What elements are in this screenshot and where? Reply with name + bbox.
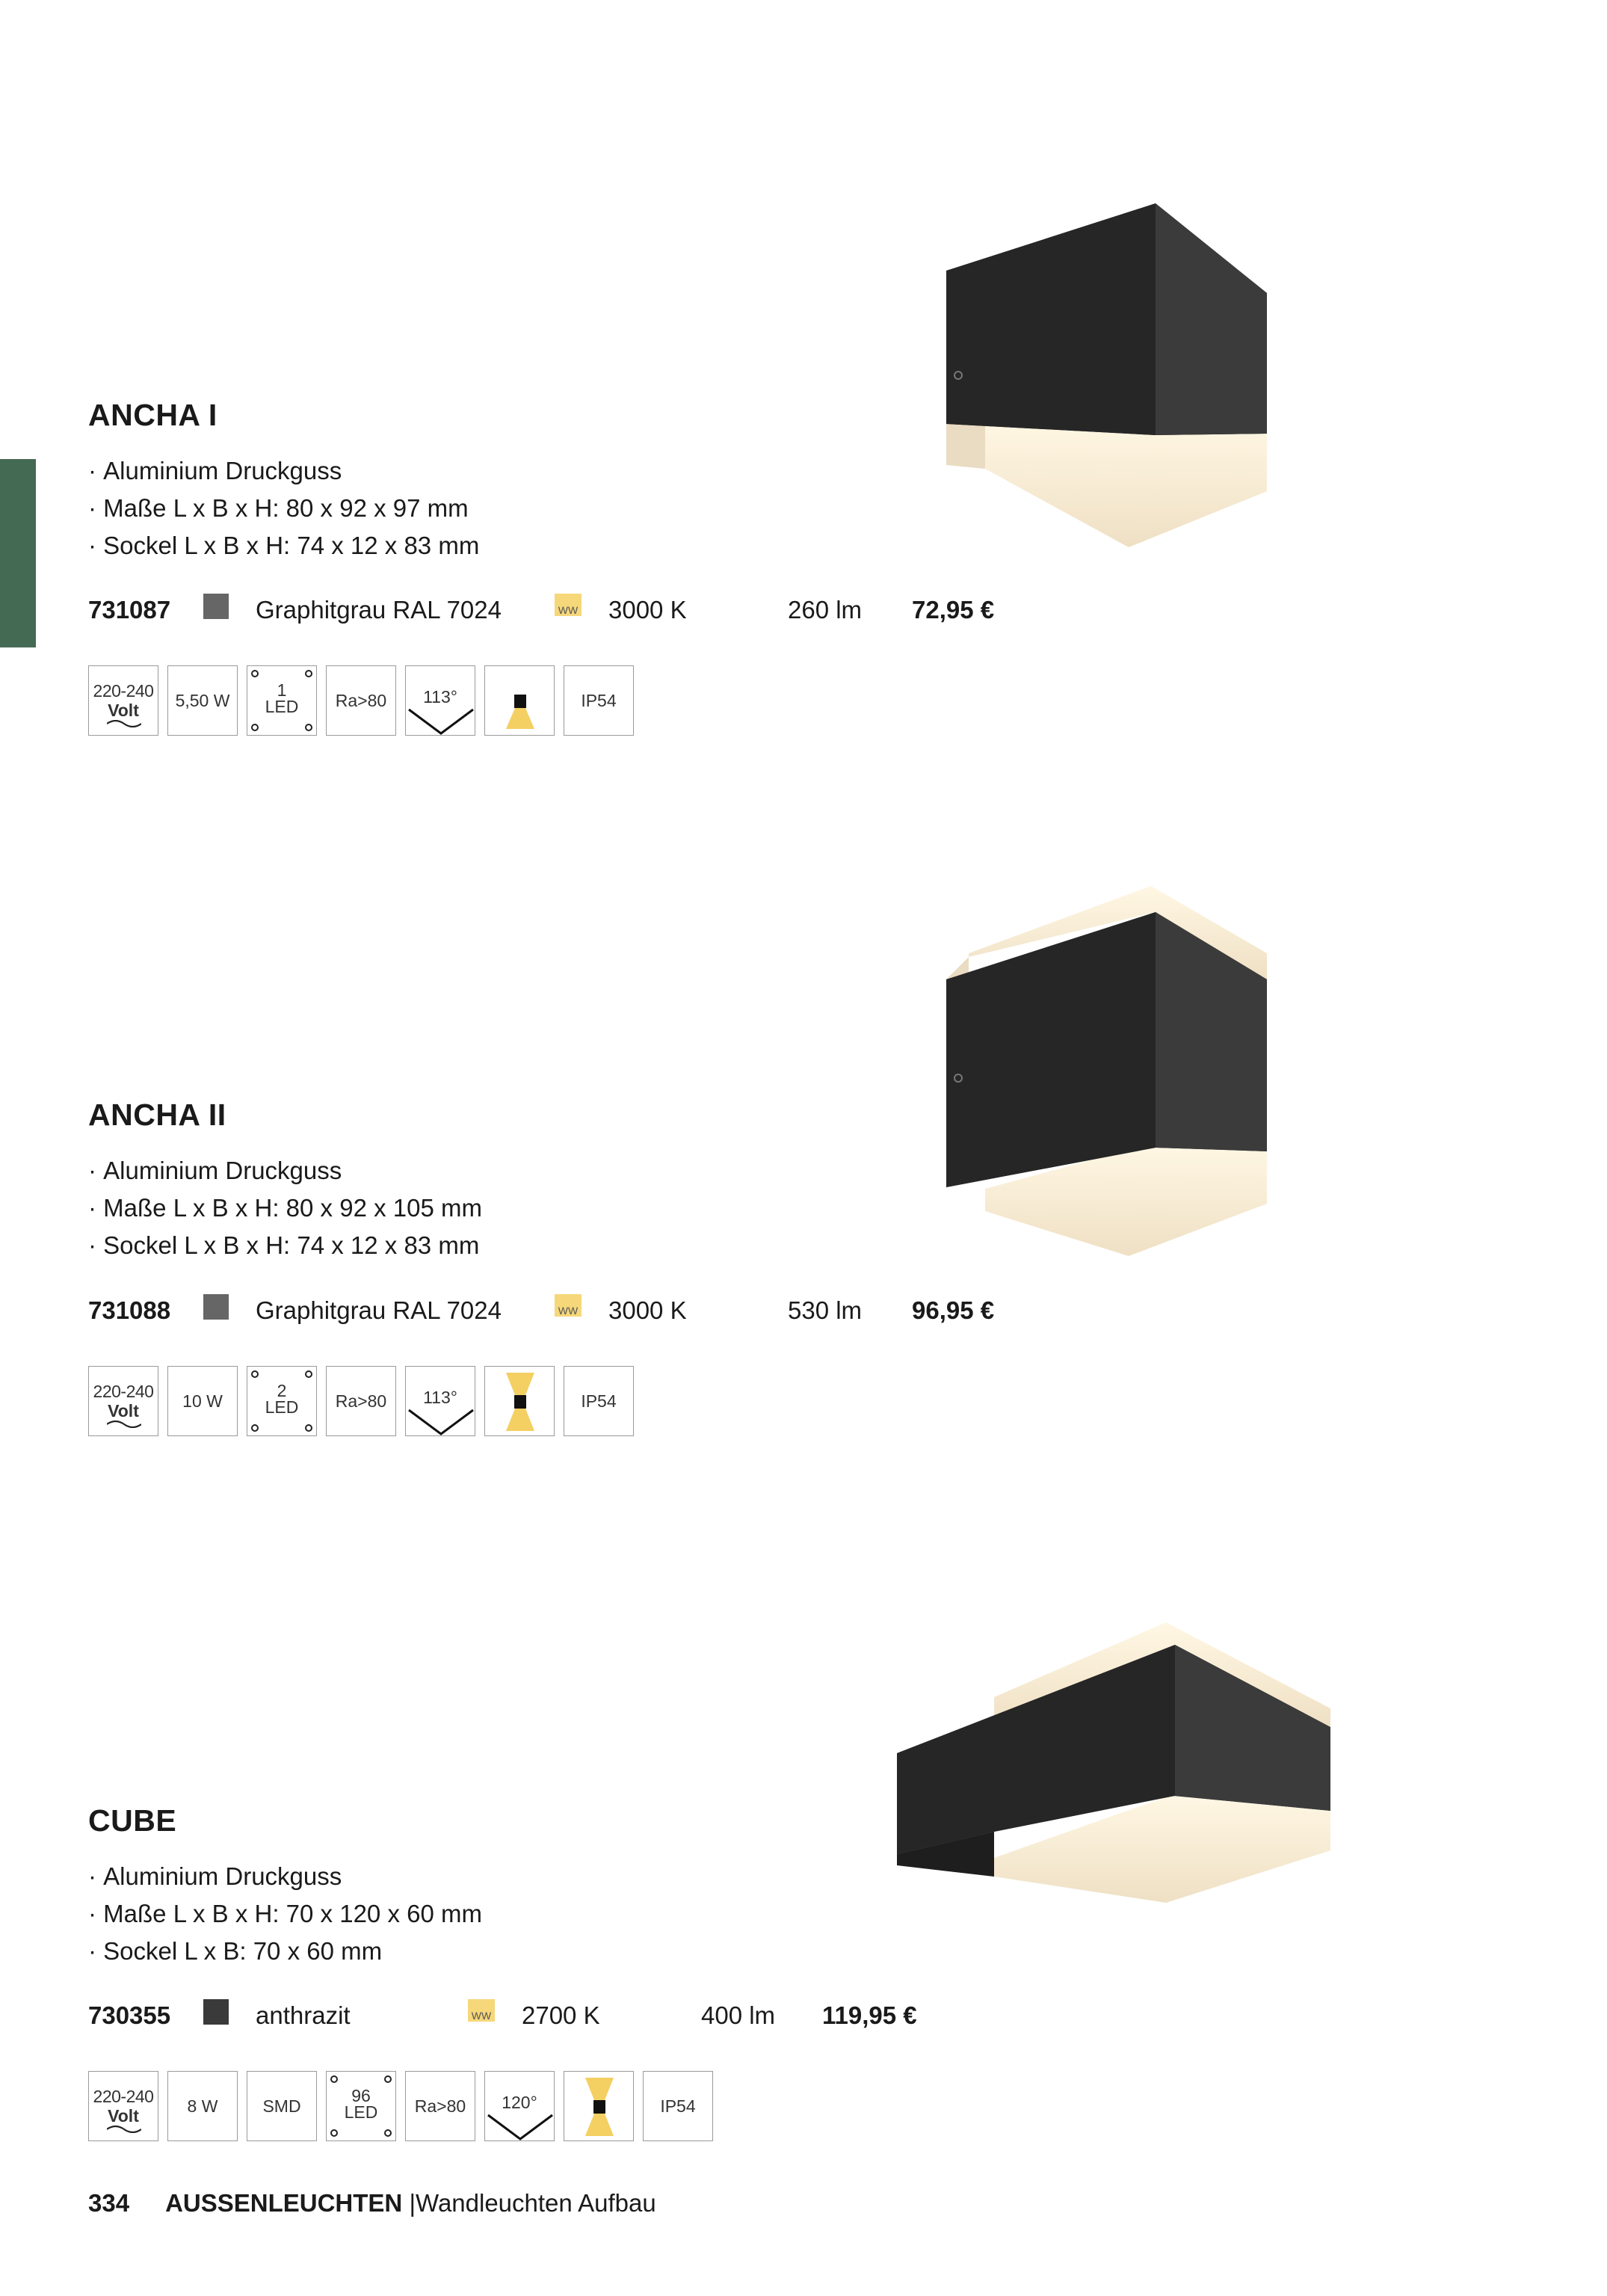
ip-rating-icon: IP54 bbox=[564, 665, 634, 736]
product-image-ancha-1 bbox=[927, 196, 1286, 555]
spec-list bbox=[88, 1858, 482, 1970]
spec-dimensions: · Maße L x B x H: 80 x 92 x 97 mm bbox=[88, 490, 479, 527]
warm-white-badge: WW bbox=[555, 594, 582, 616]
section-title: AUSSENLEUCHTEN bbox=[165, 2189, 403, 2217]
product-title: ANCHA I bbox=[88, 398, 218, 432]
spec-base: · Sockel L x B: 70 x 60 mm bbox=[88, 1933, 482, 1970]
price: 119,95 € bbox=[822, 2001, 917, 2029]
led-count-icon: 2 LED bbox=[247, 1366, 317, 1436]
led-count-icon: 1 LED bbox=[247, 665, 317, 736]
spec-dimensions: · Maße L x B x H: 80 x 92 x 105 mm bbox=[88, 1189, 482, 1227]
wattage-icon: 10 W bbox=[167, 1366, 238, 1436]
ip-rating-icon: IP54 bbox=[564, 1366, 634, 1436]
wattage-icon: 5,50 W bbox=[167, 665, 238, 736]
voltage-icon: 220-240 Volt bbox=[88, 1366, 158, 1436]
spec-list bbox=[88, 1152, 482, 1264]
spec-material: · Aluminium Druckguss bbox=[88, 452, 479, 490]
color-rendering-icon: Ra>80 bbox=[405, 2071, 475, 2141]
color-temperature: 3000 K bbox=[608, 596, 687, 624]
color-rendering-icon: Ra>80 bbox=[326, 665, 396, 736]
warm-white-badge: WW bbox=[468, 1999, 495, 2022]
light-up-down-icon bbox=[484, 1366, 555, 1436]
spec-material: · Aluminium Druckguss bbox=[88, 1152, 482, 1189]
color-rendering-icon: Ra>80 bbox=[326, 1366, 396, 1436]
page-footer bbox=[88, 2185, 656, 2222]
color-name: anthrazit bbox=[256, 2001, 351, 2029]
beam-angle-icon: 120° bbox=[484, 2071, 555, 2141]
spec-list bbox=[88, 452, 479, 564]
chapter-tab-marker bbox=[0, 459, 36, 647]
luminous-flux: 400 lm bbox=[701, 2001, 776, 2029]
color-temperature: 3000 K bbox=[608, 1296, 687, 1324]
page-number: 334 bbox=[88, 2189, 130, 2217]
beam-angle-icon: 113° bbox=[405, 1366, 475, 1436]
product-title: ANCHA II bbox=[88, 1098, 226, 1132]
luminous-flux: 530 lm bbox=[788, 1296, 863, 1324]
subsection-title: Wandleuchten Aufbau bbox=[416, 2189, 656, 2217]
led-count-icon: 96 LED bbox=[326, 2071, 396, 2141]
color-name: Graphitgrau RAL 7024 bbox=[256, 1296, 502, 1324]
spec-material: · Aluminium Druckguss bbox=[88, 1858, 482, 1895]
price: 72,95 € bbox=[912, 596, 995, 624]
article-number: 731088 bbox=[88, 1296, 171, 1324]
voltage-icon: 220-240 Volt bbox=[88, 2071, 158, 2141]
spec-base: · Sockel L x B x H: 74 x 12 x 83 mm bbox=[88, 1227, 482, 1264]
light-down-icon bbox=[484, 665, 555, 736]
article-number: 730355 bbox=[88, 2001, 171, 2029]
voltage-icon: 220-240 Volt bbox=[88, 665, 158, 736]
color-swatch bbox=[203, 1999, 229, 2025]
warm-white-badge: WW bbox=[555, 1294, 582, 1317]
product-image-ancha-2 bbox=[927, 882, 1286, 1256]
article-number: 731087 bbox=[88, 596, 171, 624]
color-swatch bbox=[203, 594, 229, 619]
color-name: Graphitgrau RAL 7024 bbox=[256, 596, 502, 624]
spec-dimensions: · Maße L x B x H: 70 x 120 x 60 mm bbox=[88, 1895, 482, 1933]
color-temperature: 2700 K bbox=[522, 2001, 600, 2029]
product-title: CUBE bbox=[88, 1803, 177, 1838]
wattage-icon: 8 W bbox=[167, 2071, 238, 2141]
luminous-flux: 260 lm bbox=[788, 596, 863, 624]
price: 96,95 € bbox=[912, 1296, 995, 1324]
product-image-cube bbox=[882, 1607, 1345, 1906]
light-up-down-icon bbox=[564, 2071, 634, 2141]
footer-separator: | bbox=[409, 2189, 416, 2217]
beam-angle-icon: 113° bbox=[405, 665, 475, 736]
smd-icon: SMD bbox=[247, 2071, 317, 2141]
ip-rating-icon: IP54 bbox=[643, 2071, 713, 2141]
color-swatch bbox=[203, 1294, 229, 1320]
spec-base: · Sockel L x B x H: 74 x 12 x 83 mm bbox=[88, 527, 479, 564]
